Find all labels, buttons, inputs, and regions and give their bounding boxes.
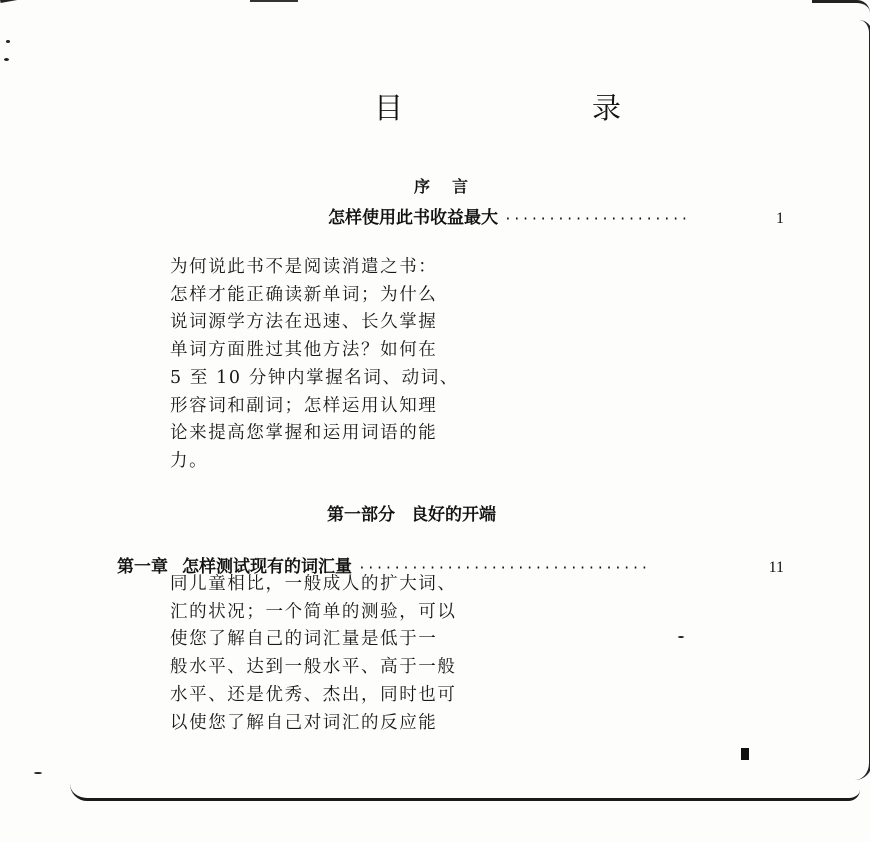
preface-description <box>170 254 459 476</box>
part-heading <box>327 500 496 525</box>
description-line: 水平、还是优秀、杰出，同时也可 <box>170 684 457 705</box>
description-line: 单词方面胜过其他方法？如何在 <box>170 340 438 361</box>
description-line: 说词源学方法在迅速、长久掌握 <box>170 312 438 333</box>
description-line: 形容词和副词；怎样运用认知理 <box>170 395 438 416</box>
description-line: 使您了解自己的词汇量是低于一 <box>170 629 438 650</box>
description-line: 论来提高您掌握和运用词语的能 <box>170 423 438 444</box>
scan-edge-right <box>855 20 870 780</box>
toc-page-number: 11 <box>768 559 784 576</box>
part-title: 良好的开端 <box>411 505 496 525</box>
description-line: 5 至 10 分钟内掌握名词、动词、 <box>170 367 459 388</box>
scan-edge-bottom <box>70 784 860 801</box>
scan-speck <box>678 636 684 638</box>
scan-edge-top-center <box>250 0 298 2</box>
description-line: 同儿童相比，一般成人的扩大词、 <box>170 574 457 594</box>
description-line: 以使您了解自己对词汇的反应能 <box>170 712 438 733</box>
chapter-title: 怎样测试现有的词汇量 <box>182 557 352 577</box>
toc-leader: ····················· <box>504 212 690 227</box>
scan-speck <box>4 58 9 61</box>
preface-heading: 序言 <box>414 177 491 196</box>
description-line: 为何说此书不是阅读消遣之书： <box>170 257 438 277</box>
scan-edge-top-left <box>0 0 47 11</box>
chapter-1-description <box>170 571 457 737</box>
toc-page-number: 1 <box>776 210 784 227</box>
scan-speck <box>6 40 10 43</box>
description-line: 怎样才能正确读新单词；为什么 <box>170 284 438 305</box>
toc-entry-title: 怎样使用此书收益最大 <box>328 208 498 228</box>
description-line: 汇的状况；一个简单的测验，可以 <box>170 601 457 622</box>
chapter-label: 第一章 <box>117 557 168 577</box>
description-line: 般水平、达到一般水平、高于一般 <box>170 657 457 678</box>
print-block-mark <box>741 748 749 760</box>
toc-entry-preface[interactable] <box>328 203 784 228</box>
scan-edge-top-right <box>812 0 870 13</box>
scan-speck <box>34 772 42 774</box>
toc-leader: ································· <box>358 561 650 576</box>
part-label: 第一部分 <box>327 505 395 525</box>
page-title: 目 录 <box>374 91 702 125</box>
description-line: 力。 <box>170 450 209 471</box>
